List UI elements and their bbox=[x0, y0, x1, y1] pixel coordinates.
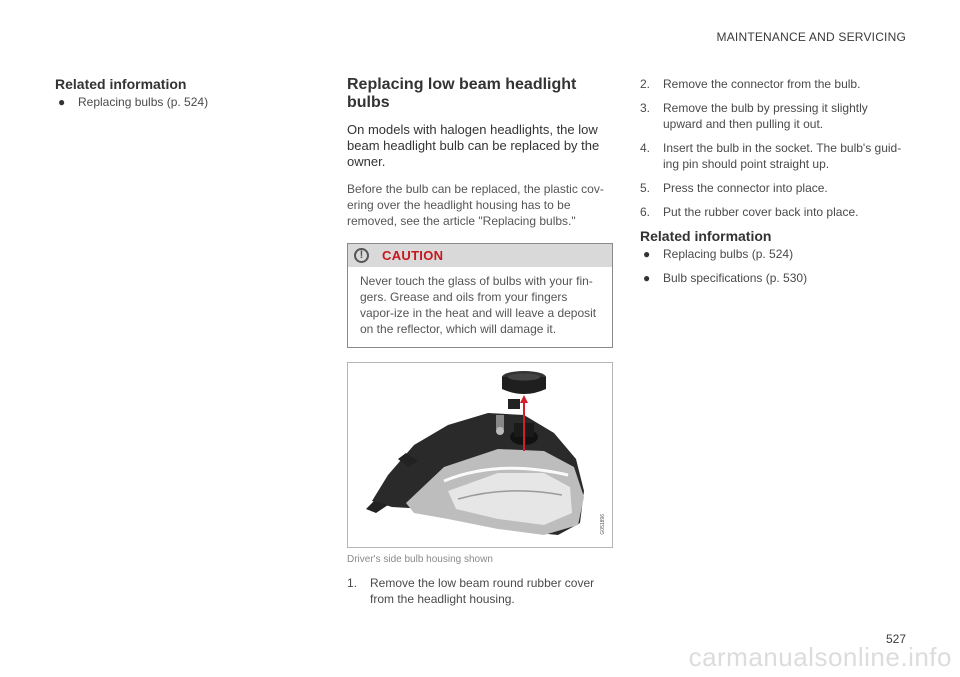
article-body: Before the bulb can be replaced, the plastic cov-ering over the headlight housing has to be removed, see the article "Replacing bulbs." bbox=[347, 182, 604, 228]
step-number: 3. bbox=[640, 101, 651, 115]
bulb bbox=[496, 415, 504, 429]
right-column bbox=[640, 76, 910, 294]
bullet-icon: ● bbox=[643, 247, 651, 261]
related-link-item[interactable] bbox=[55, 94, 295, 110]
steps-list-1 bbox=[347, 575, 613, 607]
page-number: 527 bbox=[885, 632, 906, 646]
steps-list-2 bbox=[640, 76, 910, 220]
caution-box bbox=[347, 243, 613, 348]
step-text: Remove the connector from the bulb. bbox=[663, 77, 861, 91]
caution-text: Never touch the glass of bulbs with your fin-gers. Grease and oils from your fingers vapor-ize in the heat and will leave a deposit on the reflector, which will damage it. bbox=[360, 274, 597, 336]
related-link-text[interactable]: Replacing bulbs (p. 524) bbox=[78, 95, 209, 109]
related-link-item[interactable] bbox=[640, 270, 910, 286]
step-text: Insert the bulb in the socket. The bulb's guid-ing pin should point straight up. bbox=[663, 141, 902, 171]
related-info-heading: Related information bbox=[640, 228, 772, 244]
step-number: 5. bbox=[640, 181, 651, 195]
step-item bbox=[640, 100, 910, 132]
article-intro: On models with halogen headlights, the low beam headlight bulb can be replaced by the owner. bbox=[347, 122, 600, 169]
related-links bbox=[55, 94, 295, 110]
page-header: MAINTENANCE AND SERVICING bbox=[716, 30, 906, 44]
step-number: 2. bbox=[640, 77, 651, 91]
step-item bbox=[640, 140, 910, 172]
step-item bbox=[640, 180, 910, 196]
connector bbox=[508, 399, 520, 409]
figure-caption: Driver's side bulb housing shown bbox=[347, 554, 493, 565]
step-item bbox=[640, 204, 910, 220]
related-links bbox=[640, 246, 910, 286]
step-text: Remove the low beam round rubber cover from the headlight housing. bbox=[370, 576, 595, 606]
step-number: 1. bbox=[347, 576, 358, 590]
caution-label: CAUTION bbox=[382, 248, 444, 263]
step-item bbox=[640, 76, 910, 92]
step-number: 4. bbox=[640, 141, 651, 155]
related-info-heading: Related information bbox=[55, 76, 187, 92]
step-text: Put the rubber cover back into place. bbox=[663, 205, 859, 219]
step-number: 6. bbox=[640, 205, 651, 219]
middle-column bbox=[347, 76, 613, 615]
step-item bbox=[347, 575, 613, 607]
step-text: Press the connector into place. bbox=[663, 181, 828, 195]
figure-code: G051896 bbox=[600, 514, 606, 535]
watermark: carmanualsonline.info bbox=[688, 642, 952, 672]
warning-icon: ! bbox=[354, 248, 369, 263]
article-title: Replacing low beam headlight bulbs bbox=[347, 76, 577, 111]
bullet-icon: ● bbox=[58, 95, 66, 109]
bullet-icon: ● bbox=[643, 271, 651, 285]
related-link-text[interactable]: Replacing bulbs (p. 524) bbox=[663, 247, 794, 261]
step-text: Remove the bulb by pressing it slightly upward and then pulling it out. bbox=[663, 101, 868, 131]
headlight-illustration bbox=[348, 363, 614, 547]
caution-header bbox=[348, 244, 612, 267]
related-link-text[interactable]: Bulb specifications (p. 530) bbox=[663, 271, 808, 285]
left-column bbox=[55, 76, 295, 118]
related-link-item[interactable] bbox=[640, 246, 910, 262]
headlight-figure bbox=[347, 362, 613, 548]
